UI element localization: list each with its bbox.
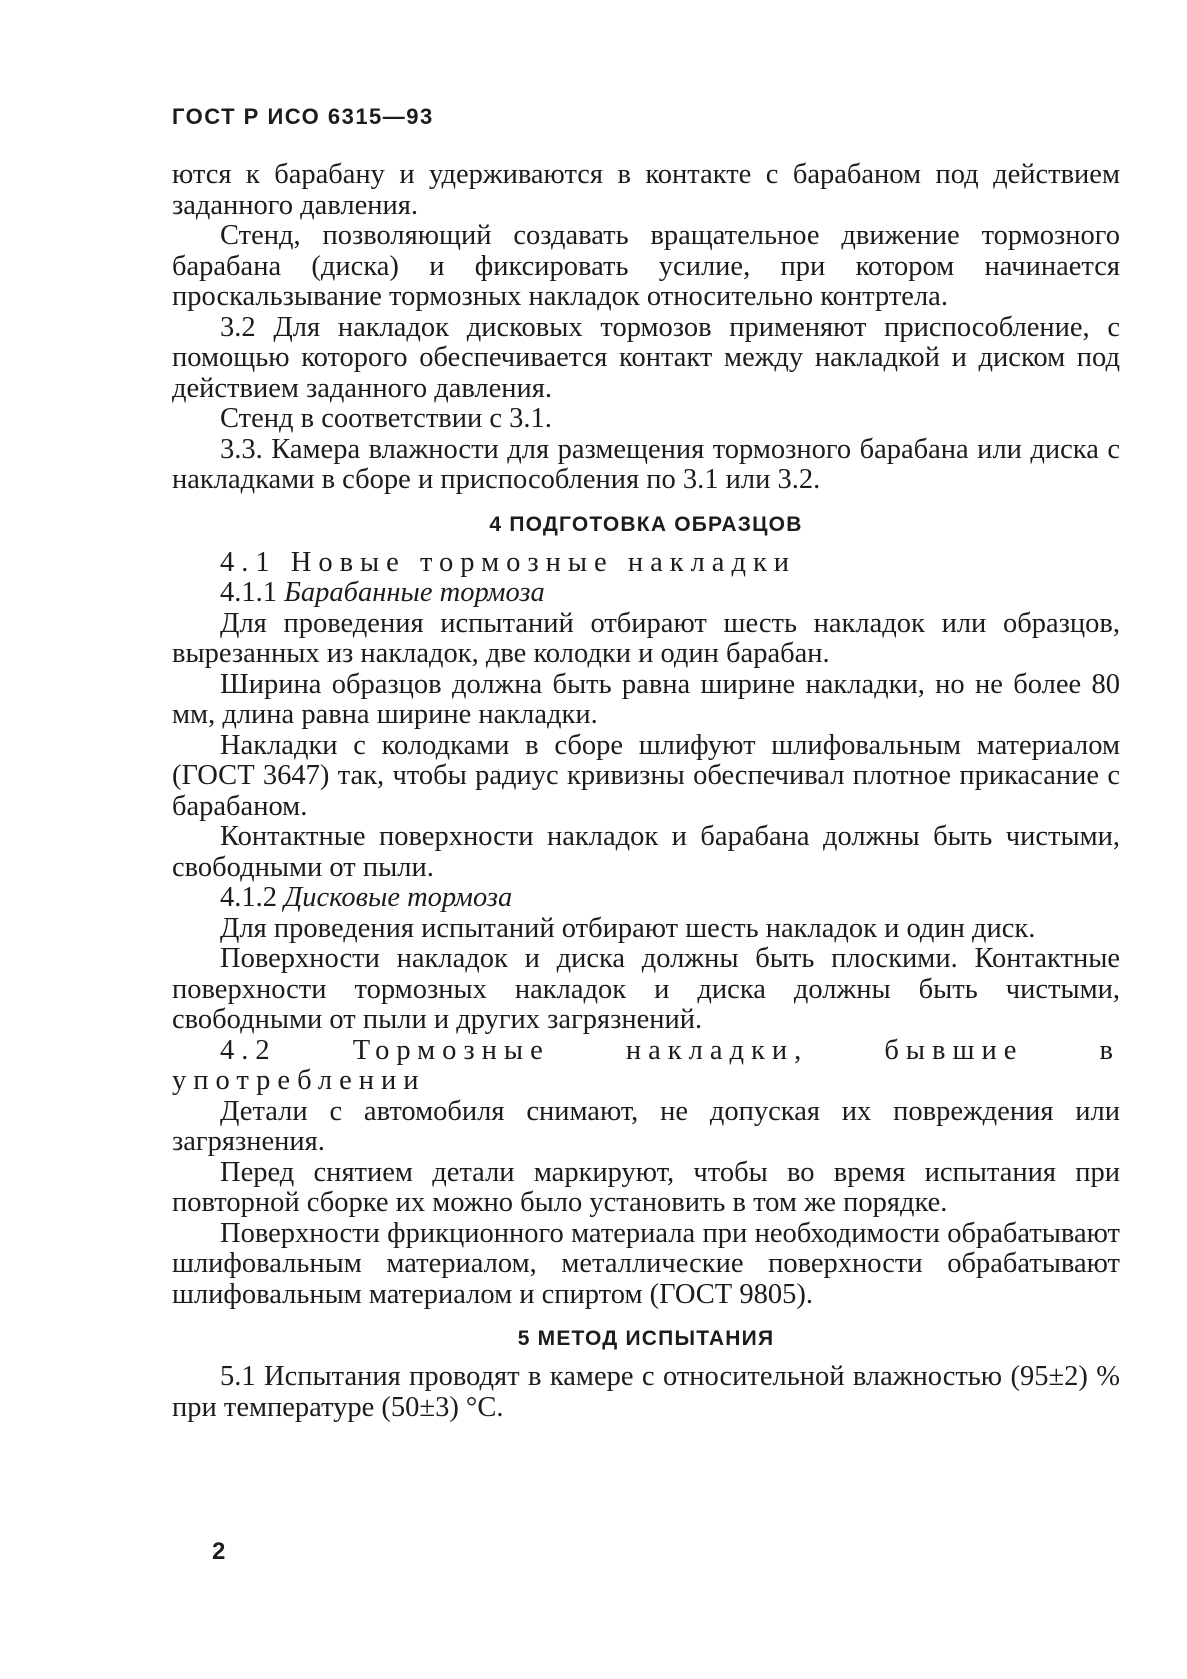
document-body xyxy=(172,160,1120,1423)
paragraph-3-2: 3.2 Для накладок дисковых тормозов применяют приспособление, с помощью которого обеспечивается контакт между накладкой и диском под действием заданного давления. xyxy=(172,311,1120,404)
subsection-4-1-title: 4.1 Новые тормозные накладки xyxy=(220,546,797,578)
subsection-4-1-2-number: 4.1.2 xyxy=(220,882,277,913)
subsection-4-1-1-title: Барабанные тормоза xyxy=(284,577,545,608)
subsection-4-1-2 xyxy=(172,883,1120,914)
section-5-heading: 5 МЕТОД ИСПЫТАНИЯ xyxy=(517,1327,775,1350)
paragraph-continuation: ются к барабану и удерживаются в контакте с барабаном под действием заданного давления. xyxy=(172,159,1120,221)
paragraph-4-2-c: Поверхности фрикционного материала при необходимости обрабатывают шлифовальным материалом, металлические поверхности обрабатывают шлифовальным материалом и спиртом (ГОСТ 9805). xyxy=(172,1217,1120,1310)
subsection-4-2-title: 4.2 Тормозные накладки, бывшие в употреблении xyxy=(172,1034,1120,1096)
paragraph-4-1-1-c: Накладки с колодками в сборе шлифуют шлифовальным материалом (ГОСТ 3647) так, чтобы радиус кривизны обеспечивал плотное прикасание с барабаном. xyxy=(172,729,1120,822)
paragraph-4-1-1-b: Ширина образцов должна быть равна ширине накладки, но не более 80 мм, длина равна ширине накладки. xyxy=(172,668,1120,730)
paragraph-stand-3-2: Стенд в соответствии с 3.1. xyxy=(220,403,552,434)
subsection-4-1-2-title: Дисковые тормоза xyxy=(284,882,513,913)
paragraph-3-3: 3.3. Камера влажности для размещения тормозного барабана или диска с накладками в сборе и приспособления по 3.1 или 3.2. xyxy=(172,433,1120,495)
section-4-heading: 4 ПОДГОТОВКА ОБРАЗЦОВ xyxy=(489,512,803,536)
paragraph-4-1-2-a: Для проведения испытаний отбирают шесть накладок и один диск. xyxy=(220,912,1036,944)
subsection-4-1 xyxy=(172,548,1120,579)
document-header: ГОСТ Р ИСО 6315—93 xyxy=(172,104,434,129)
paragraph-4-2-a: Детали с автомобиля снимают, не допуская их повреждения или загрязнения. xyxy=(172,1095,1120,1157)
subsection-4-2 xyxy=(172,1036,1120,1097)
subsection-4-1-1-number: 4.1.1 xyxy=(220,577,277,608)
paragraph-5-1: 5.1 Испытания проводят в камере с относительной влажностью (95±2) % при температуре (50±3) °С. xyxy=(172,1361,1120,1423)
paragraph-4-1-1-a: Для проведения испытаний отбирают шесть накладок или образцов, вырезанных из накладок, две колодки и один барабан. xyxy=(172,607,1120,669)
paragraph-4-1-1-d: Контактные поверхности накладок и барабана должны быть чистыми, свободными от пыли. xyxy=(172,821,1120,883)
paragraph-4-1-2-b: Поверхности накладок и диска должны быть плоскими. Контактные поверхности тормозных накладок и диска должны быть чистыми, свободными от пыли и других загрязнений. xyxy=(172,943,1120,1035)
page-number: 2 xyxy=(212,1538,226,1565)
paragraph-stand-3-1: Стенд, позволяющий создавать вращательное движение тормозного барабана (диска) и фиксировать усилие, при котором начинается проскальзывание тормозных накладок относительно контртела. xyxy=(172,220,1120,312)
subsection-4-1-1 xyxy=(172,578,1120,609)
paragraph-4-2-b: Перед снятием детали маркируют, чтобы во время испытания при повторной сборке их можно было установить в том же порядке. xyxy=(172,1156,1120,1218)
